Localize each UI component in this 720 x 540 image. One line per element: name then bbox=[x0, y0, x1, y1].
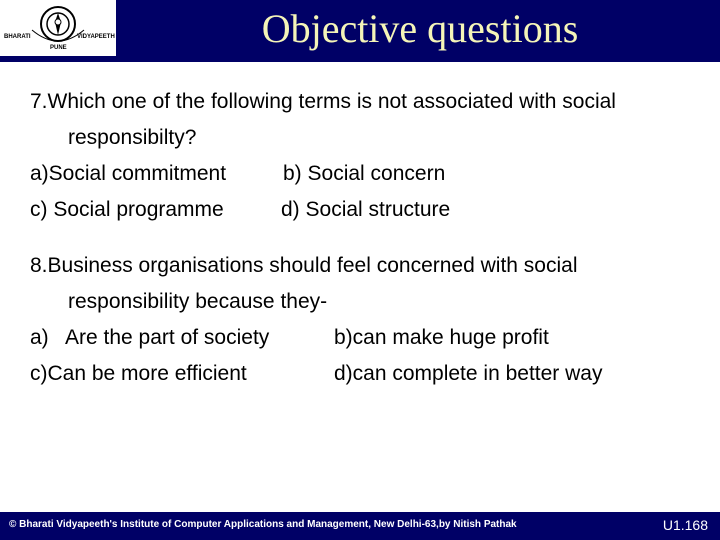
slide-title: Objective questions bbox=[261, 6, 579, 51]
question-8-option-b: b)can make huge profit bbox=[334, 326, 549, 349]
question-7-line1: 7.Which one of the following terms is not associated with social bbox=[30, 90, 616, 113]
question-7-option-c: c) Social programme bbox=[30, 198, 224, 221]
question-8-text bbox=[30, 248, 690, 320]
logo-text-bottom: PUNE bbox=[50, 45, 67, 51]
question-8 bbox=[30, 248, 690, 392]
question-8-option-a: a) Are the part of society bbox=[30, 326, 270, 349]
slide-number: U1.168 bbox=[662, 517, 708, 533]
question-7-options-row-2 bbox=[30, 192, 690, 228]
question-8-line1: 8.Business organisations should feel concerned with social bbox=[30, 254, 578, 277]
institute-logo bbox=[0, 0, 116, 56]
slide-content bbox=[30, 84, 690, 392]
question-7-option-b: b) Social concern bbox=[283, 162, 446, 185]
question-7-line2: responsibilty? bbox=[68, 126, 197, 149]
header-bar bbox=[0, 0, 720, 62]
question-7-text bbox=[30, 84, 690, 156]
question-7-options-row-1 bbox=[30, 156, 690, 192]
logo-emblem-icon bbox=[0, 0, 116, 56]
question-8-option-c: c)Can be more efficient bbox=[30, 362, 247, 385]
question-8-options-row-2 bbox=[30, 356, 690, 392]
footer-copyright: © Bharati Vidyapeeth's Institute of Computer Applications and Management, New Delhi-63,by Nitish Pathak bbox=[9, 519, 517, 530]
question-7-option-d: d) Social structure bbox=[281, 198, 451, 221]
question-7-option-a: a)Social commitment bbox=[30, 162, 227, 185]
footer-bar bbox=[0, 512, 720, 540]
question-8-options-row-1 bbox=[30, 320, 690, 356]
question-7 bbox=[30, 84, 690, 228]
question-8-line2: responsibility because they- bbox=[68, 290, 328, 313]
logo-text-right: VIDYAPEETH bbox=[77, 34, 115, 40]
logo-text-left: BHARATI bbox=[4, 34, 31, 40]
question-8-option-d: d)can complete in better way bbox=[334, 362, 603, 385]
